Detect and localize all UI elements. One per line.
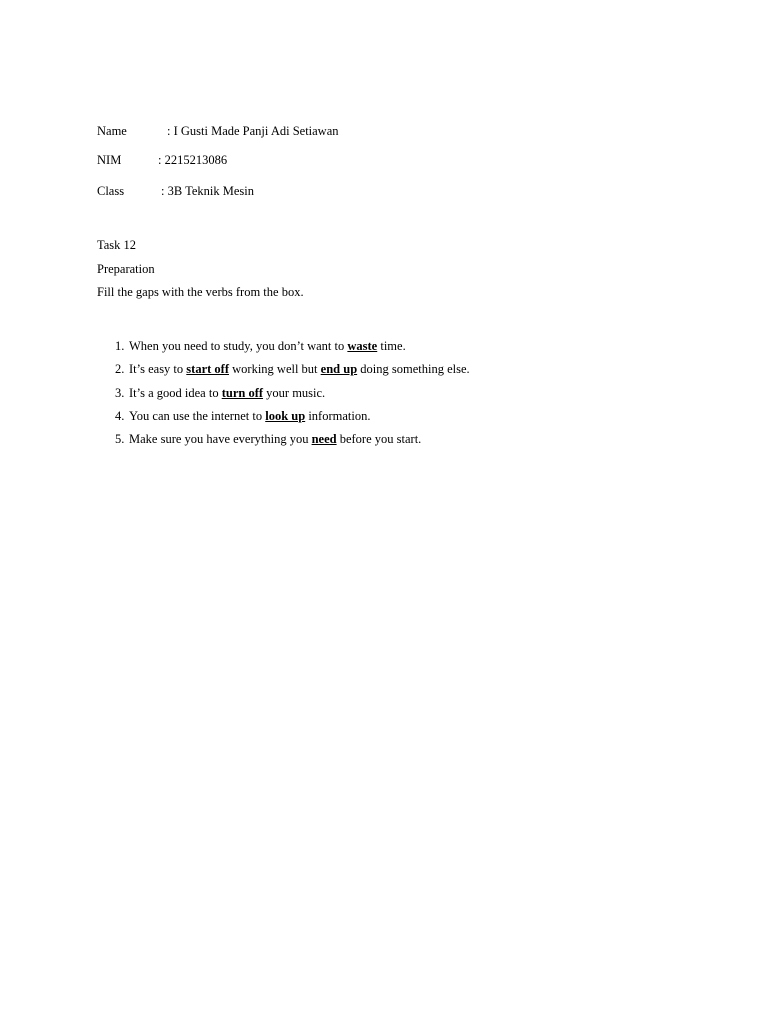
item-number: 2. [115, 362, 125, 376]
name-value: : I Gusti Made Panji Adi Setiawan [167, 124, 339, 138]
item-text: before you start. [336, 432, 422, 446]
instruction-text: Fill the gaps with the verbs from the box. [97, 285, 304, 299]
task-title: Task 12 [97, 238, 137, 252]
item-text: time. [377, 339, 406, 353]
list-item [115, 338, 406, 354]
item-number: 5. [115, 432, 125, 446]
item-text: When you need to study, you don’t want to [129, 339, 348, 353]
item-text: working well but [229, 362, 321, 376]
nim-label: NIM [97, 153, 122, 167]
answer: end up [320, 362, 358, 376]
item-text: You can use the internet to [129, 409, 266, 423]
item-text: It’s easy to [129, 362, 187, 376]
item-text: It’s a good idea to [129, 386, 222, 400]
answer: look up [265, 409, 306, 423]
class-label: Class [97, 184, 125, 198]
list-item [115, 361, 470, 377]
item-number: 4. [115, 409, 125, 423]
list-item [115, 431, 421, 447]
section-heading: Preparation [97, 262, 155, 276]
item-text: Make sure you have everything you [129, 432, 312, 446]
item-number: 1. [115, 339, 125, 353]
item-text: your music. [263, 386, 326, 400]
list-item [115, 385, 325, 401]
item-number: 3. [115, 386, 125, 400]
nim-value: : 2215213086 [158, 153, 228, 167]
answer: waste [347, 339, 378, 353]
answer: start off [186, 362, 229, 376]
item-text: doing something else. [357, 362, 470, 376]
name-label: Name [97, 124, 127, 138]
item-text: information. [305, 409, 371, 423]
answer: turn off [221, 386, 264, 400]
answer: need [311, 432, 337, 446]
list-item [115, 408, 370, 424]
class-value: : 3B Teknik Mesin [161, 184, 254, 198]
